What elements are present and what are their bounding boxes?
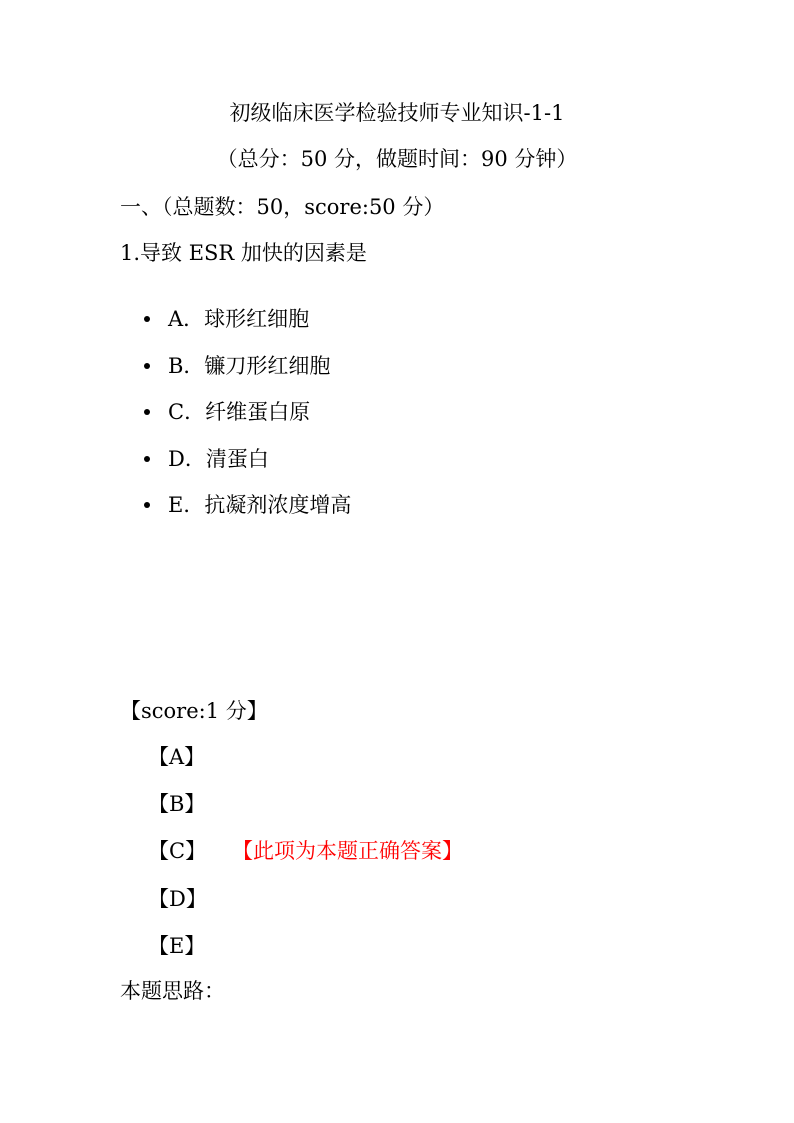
answer-row-b [148,789,207,836]
answer-row-c [148,836,463,883]
bullet-icon [144,363,150,369]
option-d [140,444,351,491]
answer-label: 【A】 [148,745,206,769]
bullet-icon [144,456,150,462]
answer-list [148,742,463,978]
bullet-icon [144,409,150,415]
option-c [140,397,351,444]
option-list [140,304,351,537]
score-label: 【score:1 分】 [120,699,268,723]
bullet-icon [144,316,150,322]
option-label: E．抗凝剂浓度增高 [168,493,352,517]
bullet-icon [144,502,150,508]
option-label: D．清蛋白 [168,446,269,471]
explanation-label: 本题思路： [120,979,225,1003]
question-text: 1.导致 ESR 加快的因素是 [120,241,367,265]
option-b [140,351,351,398]
correct-answer-marker: 【此项为本题正确答案】 [232,839,463,864]
answer-row-a [148,742,207,789]
answer-row-d [148,884,207,931]
option-e [140,490,351,537]
answer-label: 【B】 [148,792,206,817]
answer-label: 【C】 [148,839,207,864]
answer-label: 【D】 [148,886,207,911]
option-label: A．球形红细胞 [168,307,310,331]
section-heading: 一、（总题数：50，score:50 分） [120,195,445,219]
answer-row-e [148,931,207,978]
document-subtitle: （总分：50 分，做题时间：90 分钟） [216,147,578,171]
option-label: C．纤维蛋白原 [168,400,311,424]
answer-label: 【E】 [148,933,206,958]
document-title: 初级临床医学检验技师专业知识-1-1 [229,101,565,125]
option-label: B．镰刀形红细胞 [168,353,331,378]
option-a [140,304,351,351]
